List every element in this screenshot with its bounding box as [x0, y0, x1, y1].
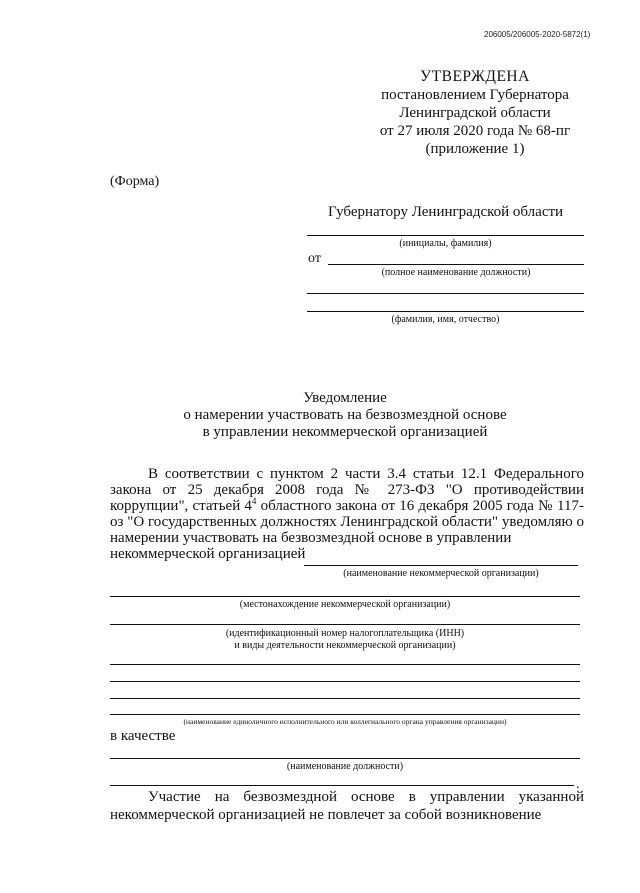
body-text-part1: В соответствии с пунктом 2 части 3.4 статьи 12.1 Федерального закона от 25 декабря 2008 года № 273-ФЗ "О противодействии коррупции", статьей 4 [110, 466, 584, 514]
article-superscript: 4 [251, 496, 257, 506]
body-last-line: некоммерческой организацией [110, 546, 306, 562]
position-full-line[interactable] [328, 264, 584, 265]
addressee: Губернатору Ленинградской области [328, 204, 564, 220]
trailing-dot: . [576, 777, 580, 792]
inn-caption-2: и виды деятельности некоммерческой организации) [234, 640, 456, 651]
initials-caption: (инициалы, фамилия) [399, 238, 492, 249]
initials-line[interactable] [307, 235, 584, 236]
final-paragraph: Участие на безвозмездной основе в управлении указанной некоммерческой организацией не повлечет за собой возникновение [110, 789, 584, 823]
notice-title-line: Уведомление [303, 390, 387, 406]
org-body-caption: (наименование единоличного исполнительного или коллегиального органа управления организации) [183, 717, 507, 726]
org-body-line[interactable] [110, 714, 580, 715]
approval-stamp [370, 68, 580, 158]
as-label: в качестве [110, 728, 176, 744]
from-label: от [308, 251, 321, 266]
org-location-caption: (местонахождение некоммерческой организации) [239, 599, 451, 610]
notice-title [110, 390, 580, 441]
body-text-part2: областного закона от 16 декабря 2005 года № 117-оз "О государственных должностях Ленинградской области" уведомляю о намерении участвовать на безвозмездной основе в управлении [110, 498, 584, 546]
fio-caption: (фамилия, имя, отчество) [391, 314, 500, 325]
position-line-2[interactable] [307, 293, 584, 294]
inn-caption-1: (идентификационный номер налогоплательщика (ИНН) [225, 628, 465, 639]
activities-line-2[interactable] [110, 681, 580, 682]
position-caption: (наименование должности) [286, 761, 404, 772]
position-line[interactable] [110, 758, 580, 759]
inn-line[interactable] [110, 624, 580, 625]
notice-title-line: в управлении некоммерческой организацией [202, 424, 488, 440]
approval-line: (приложение 1) [425, 141, 525, 157]
org-location-line[interactable] [110, 596, 580, 597]
document-id: 206005/206005-2020-5872(1) [484, 30, 591, 39]
org-name-line[interactable] [304, 565, 578, 566]
body-paragraph [110, 466, 584, 562]
approval-line: от 27 июля 2020 года № 68-пг [379, 123, 571, 139]
approval-title: УТВЕРЖДЕНА [420, 68, 530, 85]
approval-line: Ленинградской области [399, 105, 551, 121]
position-full-caption: (полное наименование должности) [381, 267, 531, 278]
position-line-2[interactable] [110, 785, 574, 786]
form-label: (Форма) [110, 174, 160, 189]
approval-line: постановлением Губернатора [381, 87, 569, 103]
fio-line[interactable] [307, 311, 584, 312]
activities-line-3[interactable] [110, 698, 580, 699]
notice-title-line: о намерении участвовать на безвозмездной основе [183, 407, 507, 423]
org-name-caption: (наименование некоммерческой организации) [343, 568, 539, 579]
activities-line-1[interactable] [110, 664, 580, 665]
